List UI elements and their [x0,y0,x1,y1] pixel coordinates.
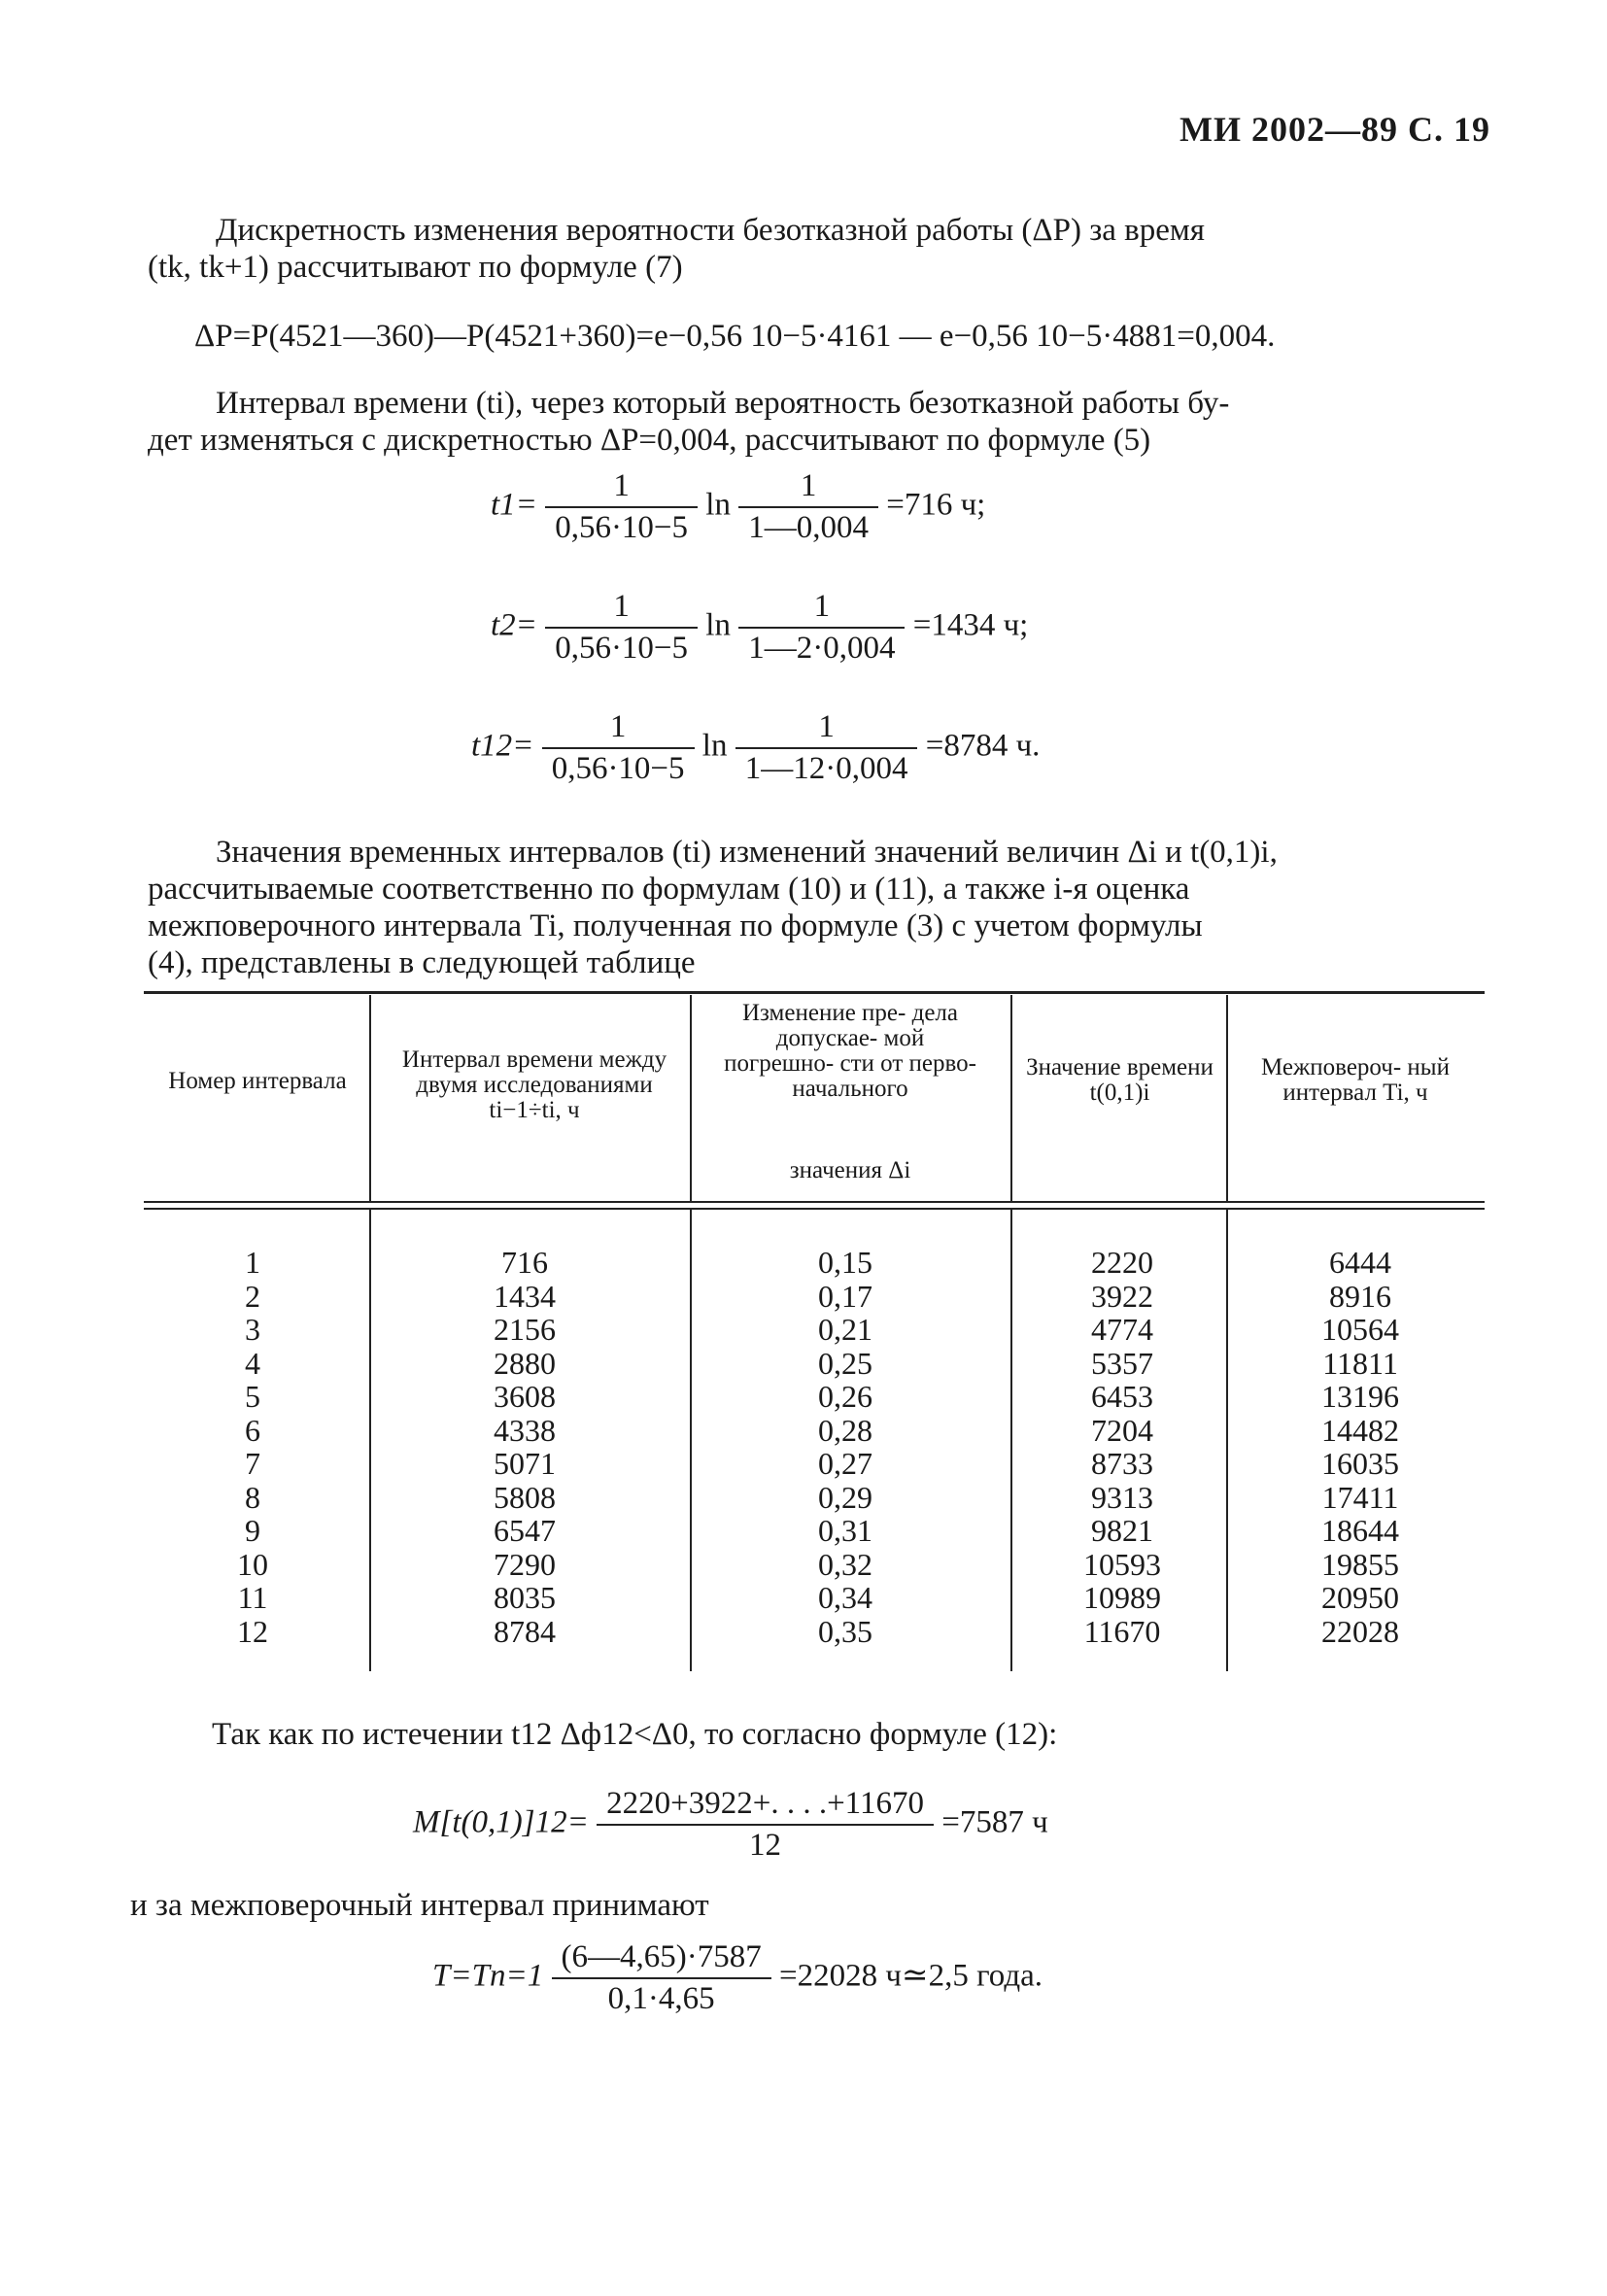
ln-operator: ln [705,487,731,523]
formula-T [432,1939,1043,2017]
table-header-rule [144,1201,1485,1203]
cell-T: 14482 [1321,1412,1399,1448]
fraction-numerator: 1 [735,709,918,749]
text-line: Дискретность изменения вероятности безотказной работы (ΔP) за время [216,213,1205,248]
fraction-numerator: 1 [545,468,698,508]
ln-operator: ln [705,607,731,643]
cell-time: 11670 [1083,1613,1161,1649]
fraction [542,709,695,787]
column-time [1044,1246,1200,1648]
column-number [194,1246,311,1648]
cell-number: 10 [237,1546,268,1582]
cell-number: 7 [245,1446,260,1481]
header-T: Межповероч- ный интервал Ti, ч [1261,1054,1450,1106]
fraction-denominator: 0,1·4,65 [607,1981,715,2016]
cell-interval: 716 [501,1245,548,1280]
cell-interval: 8035 [494,1580,556,1615]
header-delta: Изменение пре- дела допускае- мой погрешно- сти от перво- начального [724,1000,976,1102]
cell-time: 4774 [1091,1312,1153,1347]
cell-interval: 2880 [494,1345,556,1381]
cell-delta: 0,32 [818,1546,872,1582]
fraction-denominator: 1—2·0,004 [748,631,896,666]
cell-T: 22028 [1321,1613,1399,1649]
cell-interval: 5808 [494,1479,556,1515]
cell-T: 10564 [1321,1312,1399,1347]
formula-lhs: M[t(0,1)]12= [413,1804,589,1840]
cell-time: 5357 [1091,1345,1153,1381]
formula-result: =716 ч; [886,487,986,523]
cell-delta: 0,25 [818,1345,872,1381]
formula-t12 [471,709,1040,787]
text-line: Значения временных интервалов (ti) изменений значений величин Δi и t(0,1)i, [216,835,1278,870]
cell-time: 9313 [1091,1479,1153,1515]
cell-interval: 4338 [494,1412,556,1448]
cell-number: 12 [237,1613,268,1649]
paragraph-accept: и за межповерочный интервал принимают [130,1888,709,1923]
table-divider [1226,995,1228,1201]
fraction [545,589,698,667]
cell-number: 2 [245,1278,260,1314]
paragraph-discreteness [148,212,1479,286]
fraction-denominator: 1—12·0,004 [744,751,908,786]
cell-number: 3 [245,1312,260,1347]
cell-number: 5 [245,1379,260,1414]
text-line: (tk, tk+1) рассчитывают по формуле (7) [148,250,683,285]
fraction-denominator: 12 [749,1828,782,1863]
text-line: (4), представлены в следующей таблице [148,945,696,980]
table-divider [369,995,371,1201]
formula-lhs: T=Tn=1 [432,1958,544,1994]
formula-t1 [491,468,985,546]
cell-number: 1 [245,1245,260,1280]
cell-delta: 0,35 [818,1613,872,1649]
cell-T: 13196 [1321,1379,1399,1414]
formula-lhs: t1= [491,487,537,523]
cell-T: 20950 [1321,1580,1399,1615]
fraction [552,1939,771,2017]
fraction-numerator: 2220+3922+. . . .+11670 [597,1786,934,1826]
ln-operator: ln [701,728,728,764]
header-time: Значение времени t(0,1)i [1026,1054,1214,1106]
cell-time: 6453 [1091,1379,1153,1414]
table-top-rule [144,991,1485,994]
cell-delta: 0,31 [818,1513,872,1548]
fraction-numerator: (6—4,65)·7587 [552,1939,771,1979]
formula-lhs: t2= [491,607,537,643]
cell-delta: 0,26 [818,1379,872,1414]
column-T [1273,1246,1448,1648]
cell-interval: 2156 [494,1312,556,1347]
cell-T: 8916 [1329,1278,1391,1314]
cell-delta: 0,34 [818,1580,872,1615]
cell-delta: 0,29 [818,1479,872,1515]
fraction-denominator: 0,56·10−5 [555,510,689,545]
cell-interval: 6547 [494,1513,556,1548]
table-divider [1226,1210,1228,1671]
formula-result: =22028 ч≃2,5 года. [778,1958,1043,1994]
formula-mean-time [413,1786,1048,1864]
cell-T: 11811 [1322,1345,1398,1381]
fraction-numerator: 1 [545,589,698,629]
fraction-denominator: 0,56·10−5 [555,631,689,666]
paragraph-conclusion: Так как по истечении t12 Δф12<Δ0, то согласно формуле (12): [212,1717,1058,1752]
fraction-numerator: 1 [738,589,905,629]
formula-lhs: t12= [471,728,534,764]
cell-interval: 3608 [494,1379,556,1414]
cell-time: 3922 [1091,1278,1153,1314]
cell-interval: 1434 [494,1278,556,1314]
cell-interval: 7290 [494,1546,556,1582]
cell-number: 6 [245,1412,260,1448]
fraction-numerator: 1 [542,709,695,749]
cell-T: 6444 [1329,1245,1391,1280]
cell-T: 18644 [1321,1513,1399,1548]
cell-T: 17411 [1321,1479,1399,1515]
table-divider [690,995,692,1201]
cell-interval: 8784 [494,1613,556,1649]
cell-number: 8 [245,1479,260,1515]
header-interval: Интервал времени между двумя исследованиями ti−1÷ti, ч [401,1046,667,1123]
table-divider [1010,1210,1012,1671]
cell-delta: 0,15 [818,1245,872,1280]
cell-time: 10989 [1083,1580,1161,1615]
cell-delta: 0,17 [818,1278,872,1314]
cell-time: 9821 [1091,1513,1153,1548]
paragraph-interval [148,385,1479,459]
formula-result: =1434 ч; [912,607,1029,643]
formula-delta-p: ΔP=P(4521—360)—P(4521+360)=e−0,56 10−5·4161 — e−0,56 10−5·4881=0,004. [194,319,1276,354]
text-line: рассчитываемые соответственно по формулам (10) и (11), а также i-я оценка [148,872,1190,907]
text-line: межповерочного интервала Ti, полученная по формуле (3) с учетом формулы [148,908,1203,943]
fraction-denominator: 0,56·10−5 [551,751,685,786]
fraction [735,709,918,787]
fraction [545,468,698,546]
cell-T: 16035 [1321,1446,1399,1481]
table-divider [690,1210,692,1671]
cell-time: 2220 [1091,1245,1153,1280]
cell-T: 19855 [1321,1546,1399,1582]
cell-interval: 5071 [494,1446,556,1481]
paragraph-table-intro [148,834,1479,981]
cell-time: 7204 [1091,1412,1153,1448]
table-divider [1010,995,1012,1201]
fraction-numerator: 1 [738,468,878,508]
cell-number: 9 [245,1513,260,1548]
fraction [597,1786,934,1864]
cell-time: 8733 [1091,1446,1153,1481]
fraction-denominator: 1—0,004 [748,510,869,545]
cell-delta: 0,21 [818,1312,872,1347]
table-header-rule [144,1208,1485,1210]
cell-number: 4 [245,1345,260,1381]
formula-result: =8784 ч. [925,728,1041,764]
text-line: Интервал времени (ti), через который вероятность безотказной работы бу- [216,386,1230,421]
fraction [738,589,905,667]
formula-t2 [491,589,1028,667]
fraction [738,468,878,546]
page-header: МИ 2002—89 С. 19 [1180,110,1490,149]
cell-delta: 0,27 [818,1446,872,1481]
column-interval [447,1246,602,1648]
cell-time: 10593 [1083,1546,1161,1582]
text-line: дет изменяться с дискретностью ΔP=0,004, рассчитывают по формуле (5) [148,423,1151,458]
formula-result: =7587 ч [941,1804,1048,1840]
cell-delta: 0,28 [818,1412,872,1448]
cell-number: 11 [237,1580,268,1615]
header-delta-value: значения Δi [789,1157,911,1183]
table-divider [369,1210,371,1671]
column-delta [768,1246,923,1648]
header-number: Номер интервала [168,1068,347,1094]
